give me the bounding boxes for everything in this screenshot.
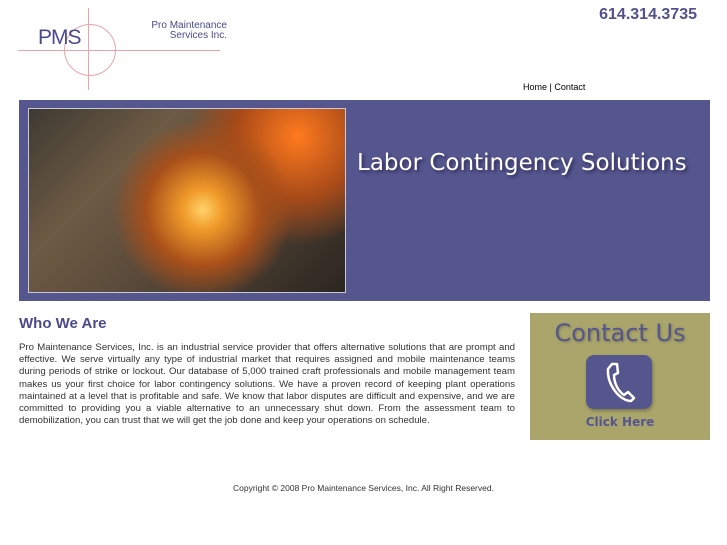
phone-icon: [602, 361, 636, 403]
logo-crosshair-horizontal: [18, 50, 220, 51]
contact-us-button[interactable]: [530, 313, 710, 440]
hero-banner: [19, 100, 710, 301]
company-logo[interactable]: [18, 8, 227, 90]
nav-contact-link[interactable]: Contact: [554, 82, 586, 92]
phone-icon-box: [586, 355, 652, 409]
logo-company-name: [115, 21, 227, 41]
section-heading: Who We Are: [19, 315, 107, 332]
top-nav: [523, 82, 585, 92]
copyright: Copyright © 2008 Pro Maintenance Services, Inc. All Right Reserved.: [233, 483, 494, 493]
logo-abbr: PMS: [38, 26, 81, 49]
nav-separator: |: [549, 82, 552, 92]
contact-title: Contact Us: [554, 319, 686, 347]
click-here-label: Click Here: [585, 415, 655, 429]
about-paragraph: Pro Maintenance Services, Inc. is an industrial service provider that offers alternative solutions that are prompt and effective. We serve virtually any type of industrial market that requires assigned and mobile maintenance teams during periods of strike or lockout. Our database of 5,000 trained craft professionals and mobile management team makes us your first choice for labor contingency solutions. We have a proven record of keeping plant operations maintained at a level that is profitable and safe. We know that labor disputes are difficult and expensive, and we are committed to providing you a viable alternative to an unnecessary shut down. From the assessment team to demobilization, you can trust that we will get the job done and keep your operations on schedule.: [19, 342, 515, 427]
banner-title: Labor Contingency Solutions: [357, 150, 687, 176]
logo-line2: Services Inc.: [169, 30, 227, 41]
phone-number: 614.314.3735: [599, 6, 697, 23]
logo-line1: Pro Maintenance: [151, 20, 227, 31]
nav-home-link[interactable]: Home: [523, 82, 548, 92]
foundry-worker-photo: [28, 108, 346, 293]
